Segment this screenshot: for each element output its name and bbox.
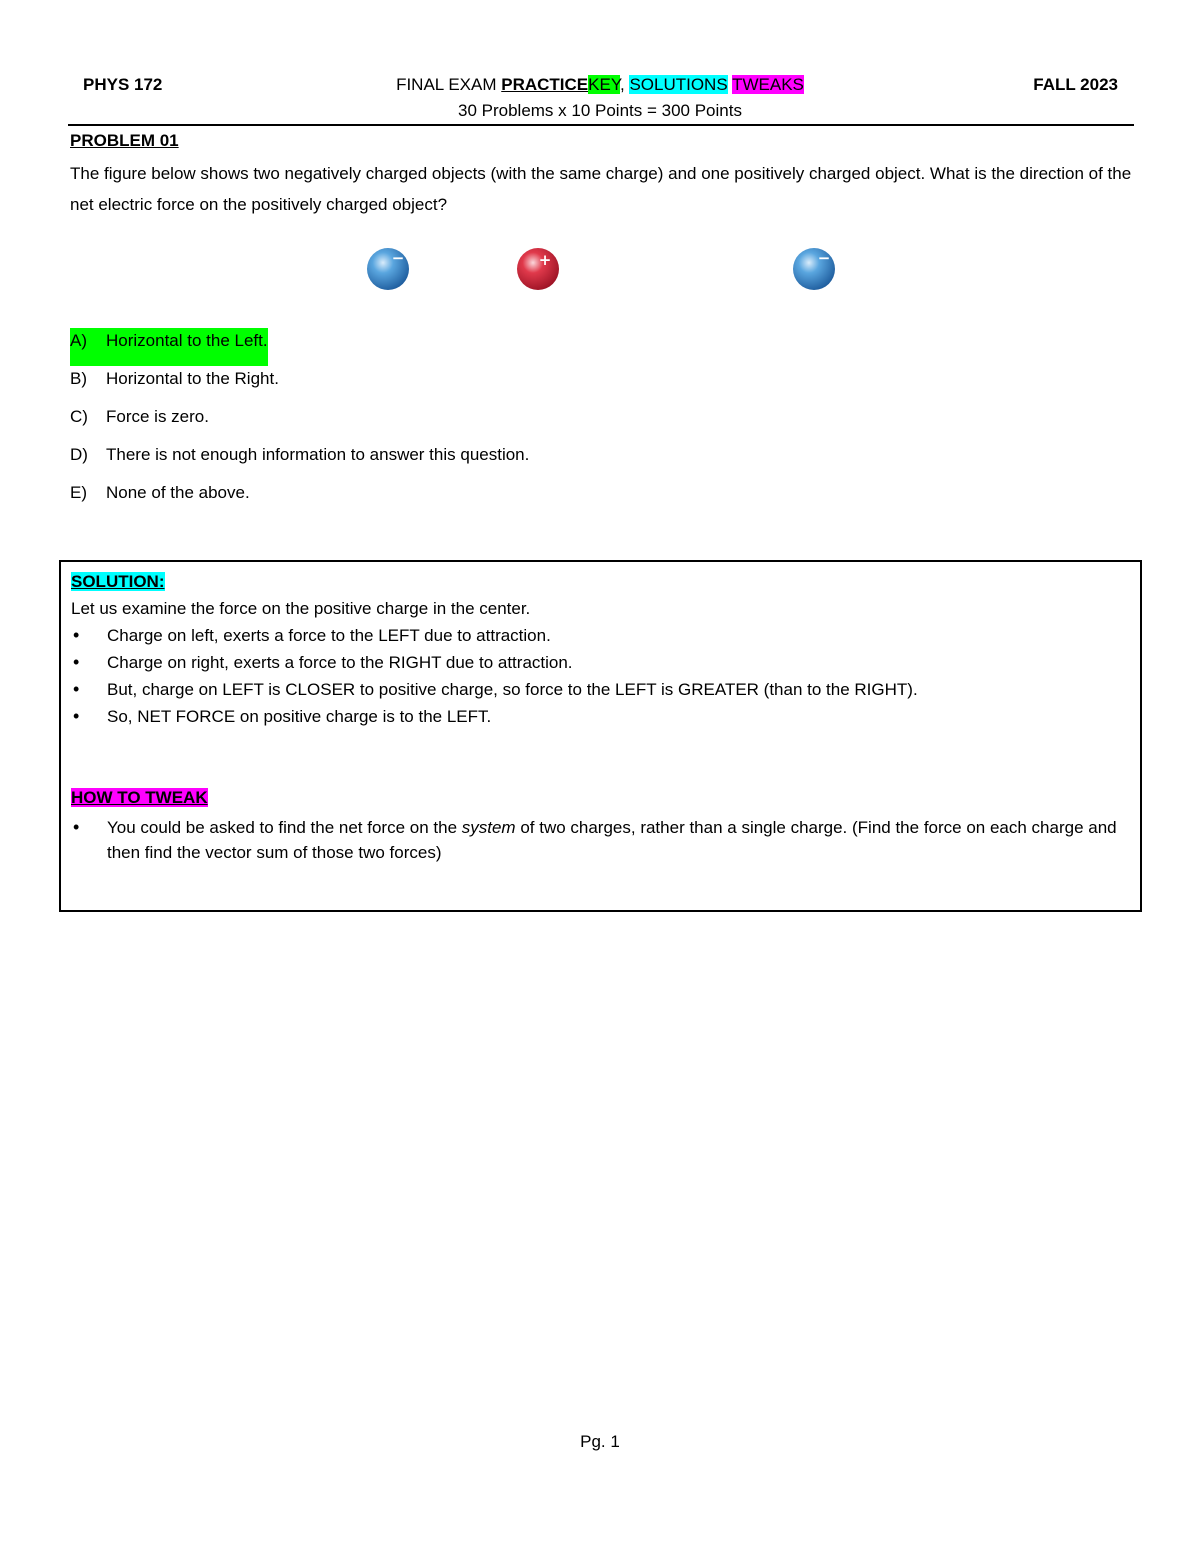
page-number: Pg. 1 (580, 1432, 620, 1451)
positive-charge-center (517, 248, 559, 290)
choice-text: Horizontal to the Left. (106, 331, 268, 350)
tweak-label: HOW TO TWEAK (71, 788, 208, 807)
problem-title: PROBLEM 01 (70, 131, 179, 150)
choice-letter: C) (70, 407, 88, 426)
exam-title-practice: PRACTICE (501, 75, 589, 94)
problem-text: The figure below shows two negatively charged objects (with the same charge) and one positively charged object. What is the direction of the net electric force on the positively charged object? (70, 164, 1132, 214)
tweak-text-italic: system (461, 818, 516, 837)
choice-letter: A) (70, 331, 87, 350)
tweak-text-before: You could be asked to find the net force on the (107, 818, 462, 837)
course-code: PHYS 172 (83, 75, 163, 94)
solution-bullet: • But, charge on LEFT is CLOSER to positive charge, so force to the LEFT is GREATER (than to the RIGHT). (71, 676, 1130, 703)
solution-intro: Let us examine the force on the positive charge in the center. (71, 599, 531, 618)
solution-bullet: • So, NET FORCE on positive charge is to the LEFT. (71, 703, 1130, 730)
exam-title (0, 74, 1200, 96)
choice-text: None of the above. (106, 483, 250, 502)
tweak-bullets (71, 811, 1130, 865)
choice-a[interactable] (70, 328, 529, 366)
header-rule (68, 124, 1134, 126)
choice-letter: D) (70, 445, 88, 464)
exam-title-tweaks: TWEAKS (732, 75, 804, 94)
exam-title-prefix: FINAL EXAM (396, 75, 502, 94)
choice-a-highlight (70, 328, 268, 366)
choice-b[interactable] (70, 366, 529, 404)
choice-e[interactable] (70, 480, 529, 518)
solution-box (59, 560, 1142, 912)
choice-letter: B) (70, 369, 87, 388)
solution-label: SOLUTION: (71, 572, 165, 591)
choice-text: Horizontal to the Right. (106, 369, 279, 388)
term: FALL 2023 (1033, 75, 1118, 94)
tweak-text-after: of two charges, rather than a single charge. (Find the force on each charge and then find the vector sum of those two forces) (107, 818, 1117, 862)
solution-bullet: • Charge on left, exerts a force to the LEFT due to attraction. (71, 622, 1130, 649)
charges-figure (0, 244, 1200, 294)
exam-title-solutions: SOLUTIONS (629, 75, 728, 94)
solution-bullet: • Charge on right, exerts a force to the RIGHT due to attraction. (71, 649, 1130, 676)
charge-sign-left: − (391, 249, 405, 267)
choice-letter: E) (70, 483, 87, 502)
exam-title-comma: , (619, 75, 630, 94)
exam-title-key: KEY (588, 75, 620, 94)
choice-d[interactable] (70, 442, 529, 480)
tweak-bullet (71, 811, 1130, 865)
solution-bullets (71, 622, 1130, 730)
choice-text: Force is zero. (106, 407, 209, 426)
choice-c[interactable] (70, 404, 529, 442)
answer-choices (70, 328, 529, 518)
choice-text: There is not enough information to answer this question. (106, 445, 530, 464)
charge-sign-right: − (817, 249, 831, 267)
charge-sign-center: + (538, 251, 552, 269)
exam-subtitle: 30 Problems x 10 Points = 300 Points (458, 101, 742, 120)
negative-charge-left (367, 248, 409, 290)
negative-charge-right (793, 248, 835, 290)
